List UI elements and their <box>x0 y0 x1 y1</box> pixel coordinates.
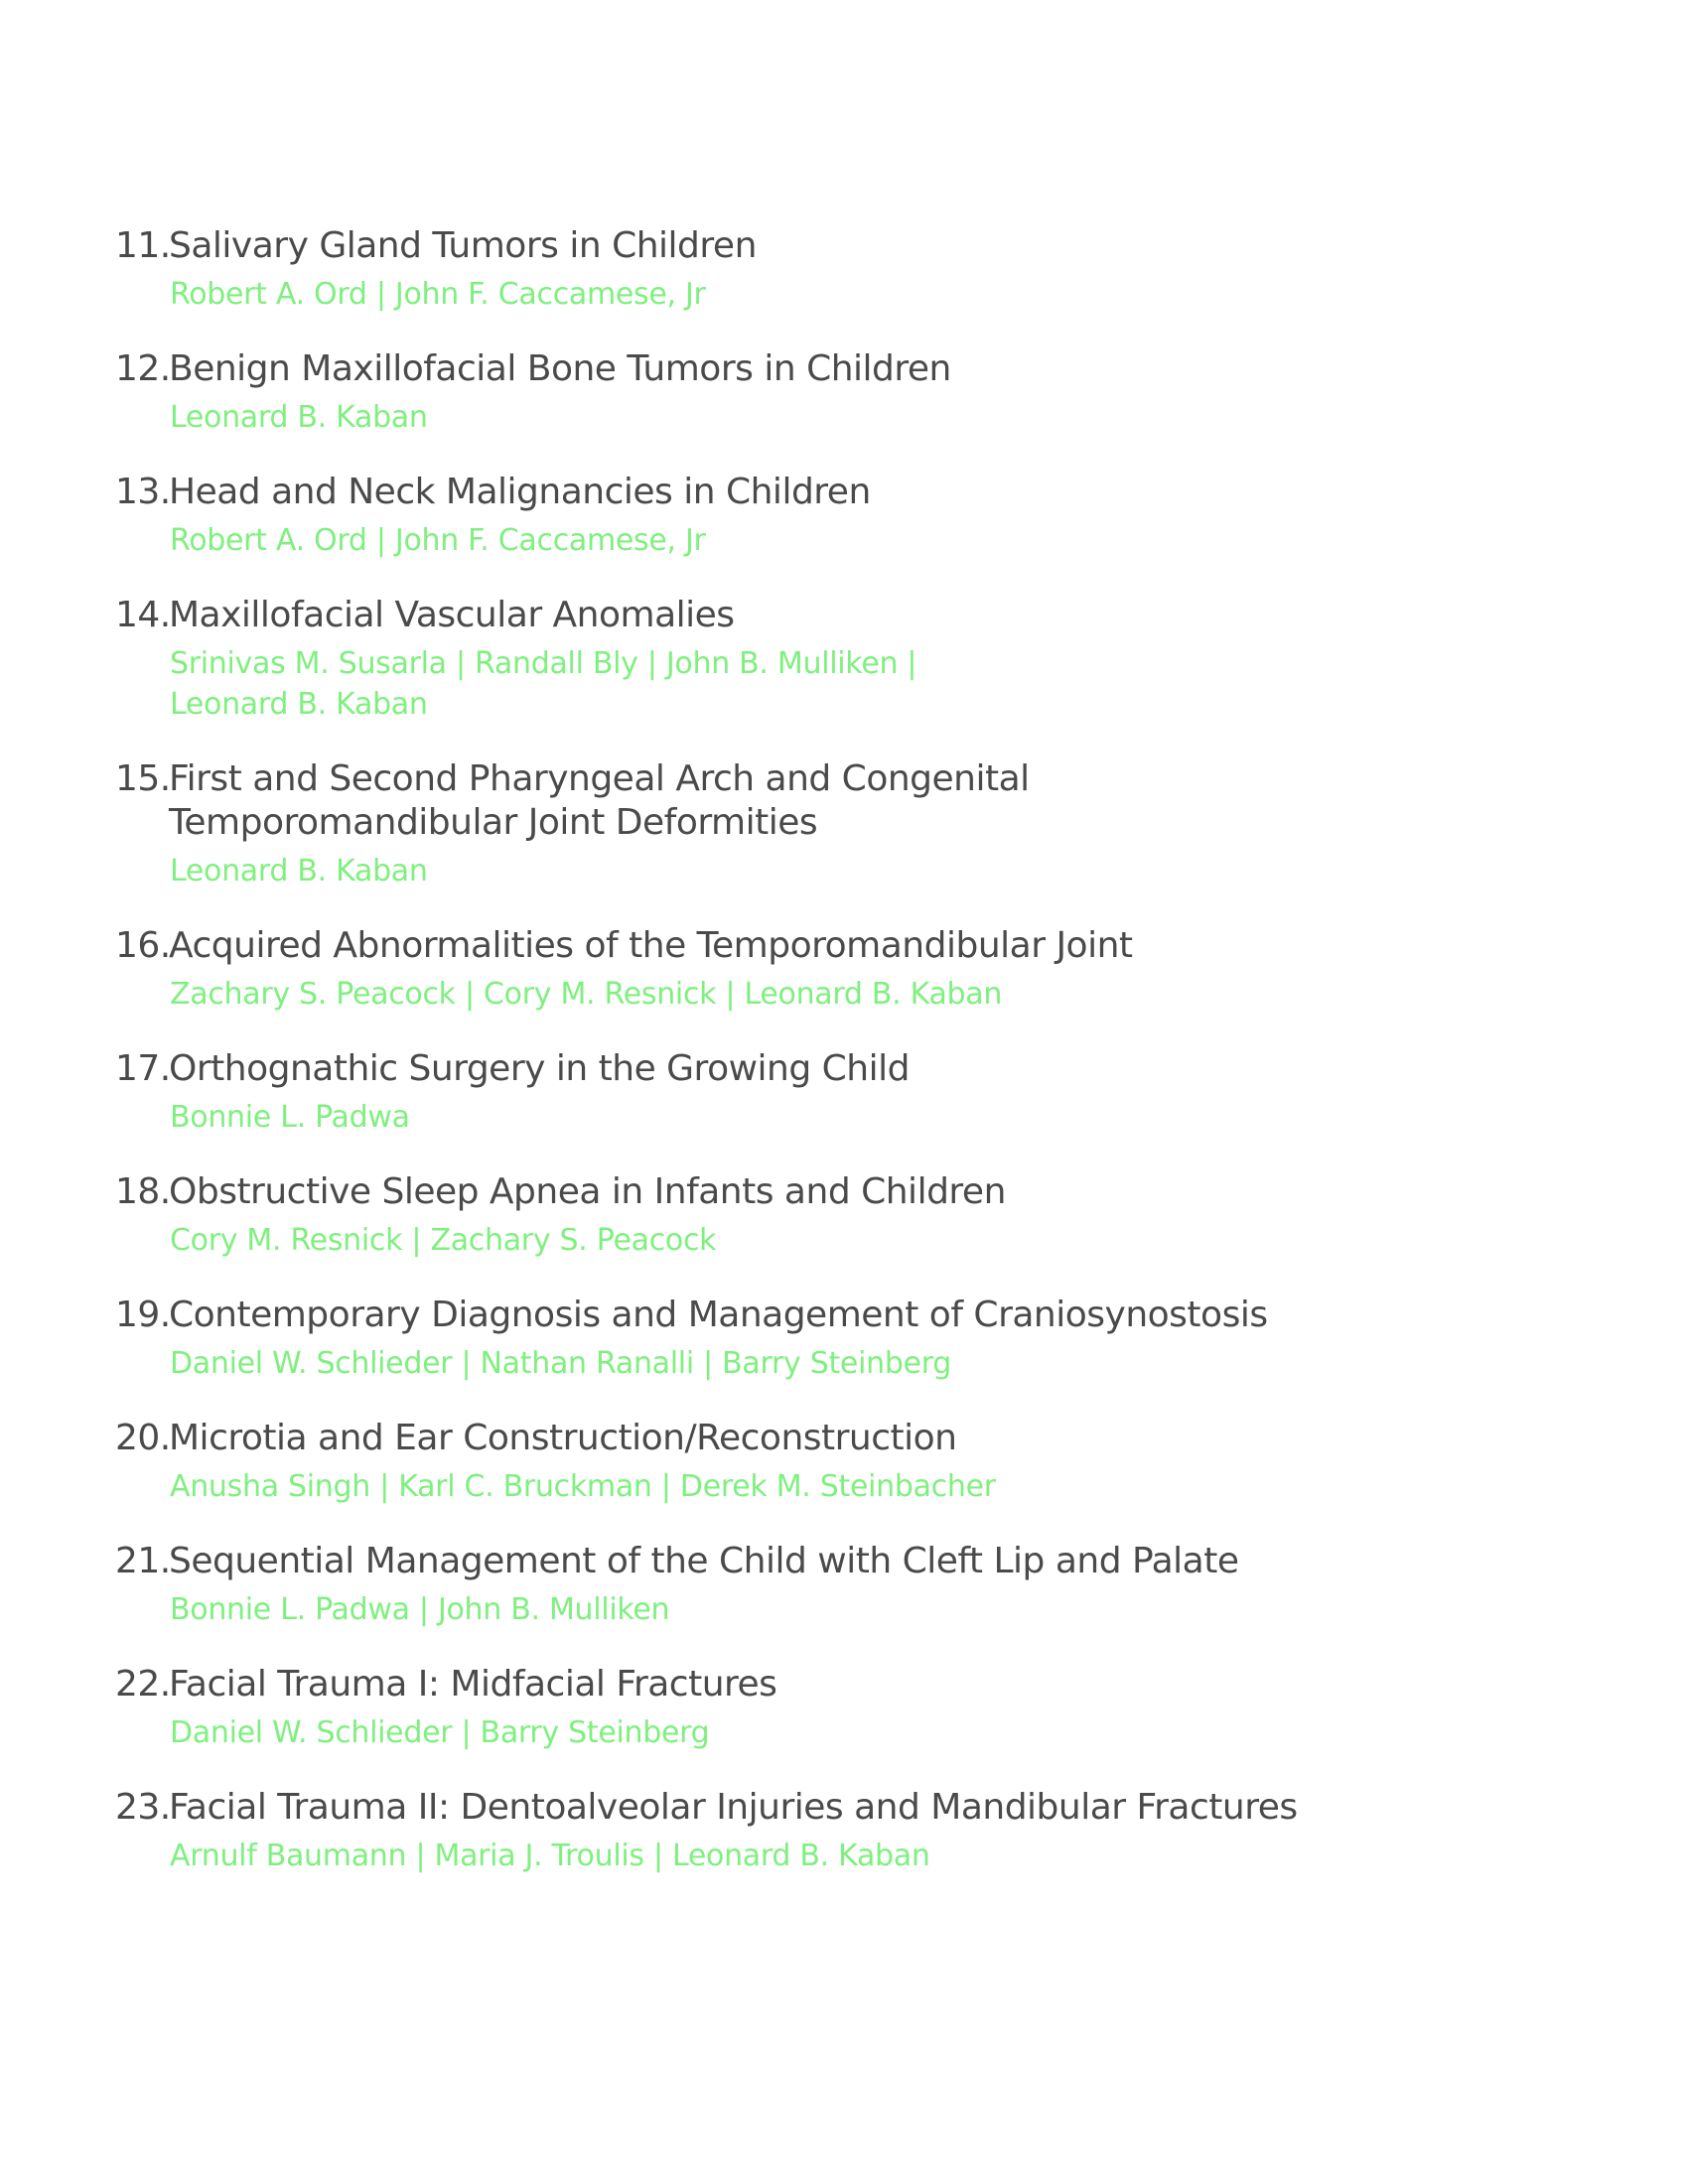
chapter-number: 18. <box>115 1171 171 1212</box>
chapter-title: Acquired Abnormalities of the Temporomandibular Joint <box>169 925 1133 966</box>
chapter-title: Obstructive Sleep Apnea in Infants and Children <box>169 1171 1006 1212</box>
toc-entry <box>0 224 1688 315</box>
chapter-authors: Anusha Singh | Karl C. Bruckman | Derek M. Steinbacher <box>170 1469 996 1504</box>
chapter-authors: Robert A. Ord | John F. Caccamese, Jr <box>170 277 706 312</box>
chapter-number: 12. <box>115 348 171 389</box>
toc-entry <box>0 1170 1688 1261</box>
chapter-title: Head and Neck Malignancies in Children <box>169 472 871 512</box>
toc-entry <box>0 924 1688 1015</box>
table-of-contents <box>0 224 1688 1909</box>
chapter-title: First and Second Pharyngeal Arch and Congenital Temporomandibular Joint Deformities <box>169 758 1030 843</box>
chapter-title: Benign Maxillofacial Bone Tumors in Children <box>169 348 951 389</box>
chapter-number: 15. <box>115 758 171 799</box>
chapter-number: 20. <box>115 1418 171 1458</box>
toc-entry <box>0 757 1688 891</box>
chapter-title: Facial Trauma I: Midfacial Fractures <box>169 1664 777 1705</box>
chapter-authors: Zachary S. Peacock | Cory M. Resnick | Leonard B. Kaban <box>170 977 1003 1012</box>
chapter-number: 11. <box>115 225 171 266</box>
toc-entry <box>0 1786 1688 1876</box>
toc-entry <box>0 1047 1688 1138</box>
chapter-number: 22. <box>115 1664 171 1705</box>
chapter-authors: Srinivas M. Susarla | Randall Bly | John B. Mulliken | Leonard B. Kaban <box>170 646 917 722</box>
toc-entry <box>0 1417 1688 1507</box>
chapter-authors: Leonard B. Kaban <box>170 854 428 888</box>
toc-entry <box>0 594 1688 725</box>
chapter-number: 19. <box>115 1295 171 1335</box>
toc-entry <box>0 471 1688 561</box>
chapter-number: 17. <box>115 1048 171 1089</box>
chapter-number: 16. <box>115 925 171 966</box>
chapter-authors: Cory M. Resnick | Zachary S. Peacock <box>170 1223 717 1258</box>
chapter-number: 23. <box>115 1787 171 1828</box>
chapter-title: Orthognathic Surgery in the Growing Child <box>169 1048 910 1089</box>
chapter-authors: Daniel W. Schlieder | Barry Steinberg <box>170 1715 710 1750</box>
chapter-authors: Leonard B. Kaban <box>170 400 428 435</box>
chapter-authors: Bonnie L. Padwa | John B. Mulliken <box>170 1592 670 1627</box>
chapter-authors: Robert A. Ord | John F. Caccamese, Jr <box>170 523 706 558</box>
chapter-number: 13. <box>115 472 171 512</box>
chapter-title: Maxillofacial Vascular Anomalies <box>169 595 735 635</box>
toc-entry <box>0 1663 1688 1753</box>
toc-entry <box>0 1540 1688 1630</box>
toc-entry <box>0 347 1688 438</box>
chapter-title: Facial Trauma II: Dentoalveolar Injuries and Mandibular Fractures <box>169 1787 1298 1828</box>
chapter-title: Contemporary Diagnosis and Management of Craniosynostosis <box>169 1295 1268 1335</box>
chapter-title: Microtia and Ear Construction/Reconstruction <box>169 1418 957 1458</box>
toc-entry <box>0 1294 1688 1384</box>
chapter-title: Salivary Gland Tumors in Children <box>169 225 757 266</box>
chapter-authors: Bonnie L. Padwa <box>170 1100 410 1135</box>
chapter-number: 21. <box>115 1541 171 1581</box>
chapter-authors: Daniel W. Schlieder | Nathan Ranalli | Barry Steinberg <box>170 1346 951 1381</box>
chapter-number: 14. <box>115 595 171 635</box>
chapter-title: Sequential Management of the Child with Cleft Lip and Palate <box>169 1541 1239 1581</box>
chapter-authors: Arnulf Baumann | Maria J. Troulis | Leonard B. Kaban <box>170 1839 930 1873</box>
